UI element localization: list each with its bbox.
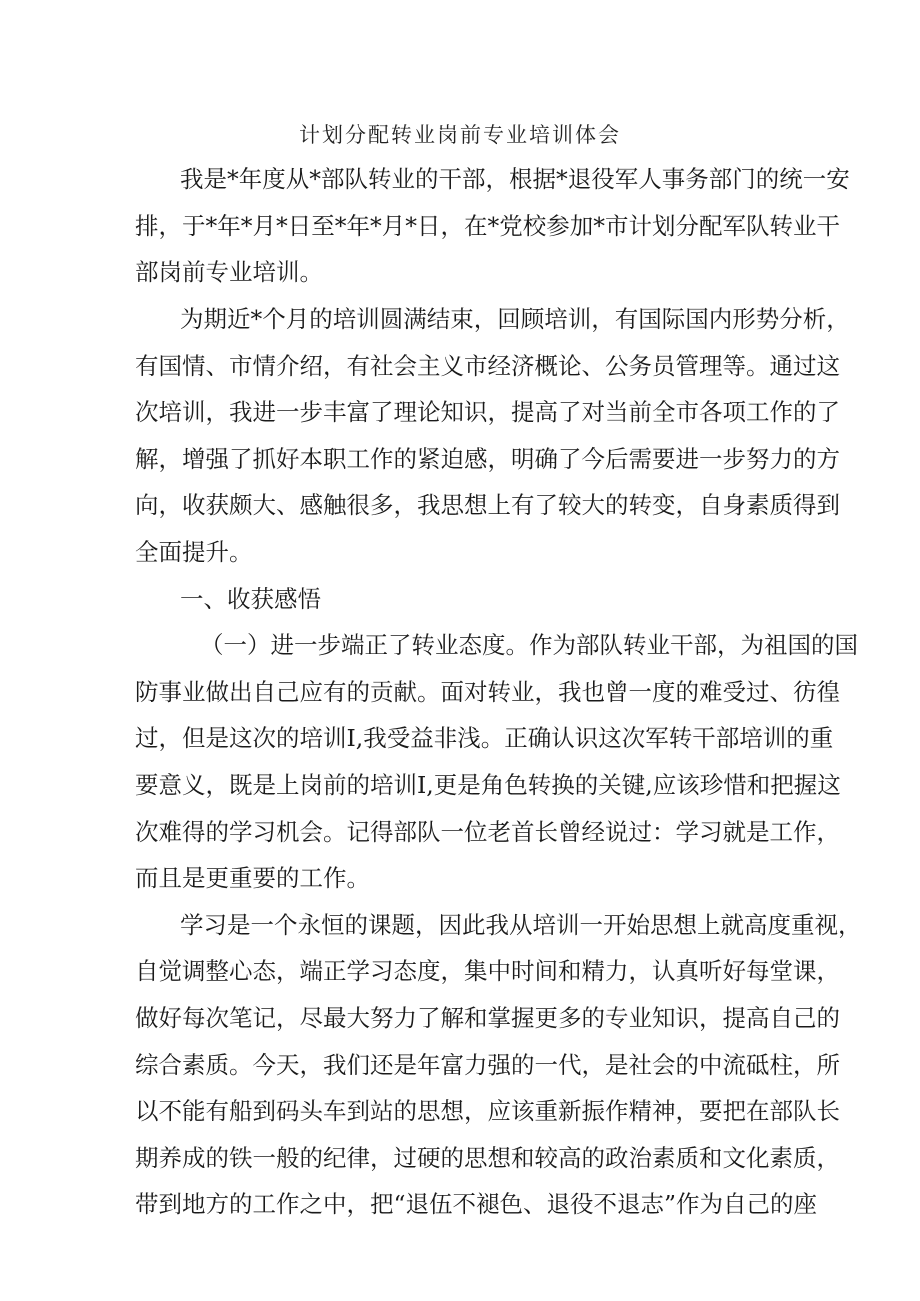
text-line: 部岗前专业培训。 xyxy=(135,258,323,286)
document-title: 计划分配转业岗前专业培训体会 xyxy=(299,123,621,147)
text-line: 次难得的学习机会。记得部队一位老首长曾经说过：学习就是工作， xyxy=(135,818,840,846)
text-line: 学习是一个永恒的课题，因此我从培训一开始思想上就高度重视， xyxy=(180,911,862,939)
text-line: 防事业做出自己应有的贡献。面对转业，我也曾一度的难受过、彷徨 xyxy=(135,678,840,706)
text-line: 而且是更重要的工作。 xyxy=(135,864,370,892)
section-heading: 一、收获感悟 xyxy=(180,585,321,613)
text-line: 带到地方的工作之中，把“退伍不褪色、退役不退志”作为自己的座 xyxy=(135,1190,818,1218)
text-line: 解，增强了抓好本职工作的紧迫感，明确了今后需要进一步努力的方 xyxy=(135,445,840,473)
text-line: 有国情、市情介绍，有社会主义市经济概论、公务员管理等。通过这 xyxy=(135,352,840,380)
text-line: 以不能有船到码头车到站的思想，应该重新振作精神，要把在部队长 xyxy=(135,1097,840,1125)
text-line: 次培训，我进一步丰富了理论知识，提高了对当前全市各项工作的了 xyxy=(135,398,840,426)
text-line: 全面提升。 xyxy=(135,538,253,566)
text-line: 过，但是这次的培训Ⅰ,我受益非浅。正确认识这次军转干部培训的重 xyxy=(135,724,834,752)
text-line: 排，于*年*月*日至*年*月*日，在*党校参加*市计划分配军队转业干 xyxy=(135,212,840,240)
text-line: 我是*年度从*部队转业的干部，根据*退役军人事务部门的统一安 xyxy=(180,165,850,193)
text-line: 为期近*个月的培训圆满结束，回顾培训，有国际国内形势分析， xyxy=(180,305,850,333)
text-line: （一）进一步端正了转业态度。作为部队转业干部，为祖国的国 xyxy=(200,631,858,659)
text-line: 综合素质。今天，我们还是年富力强的一代，是社会的中流砥柱，所 xyxy=(135,1051,840,1079)
text-line: 期养成的铁一般的纪律，过硬的思想和较高的政治素质和文化素质， xyxy=(135,1144,840,1172)
text-line: 自觉调整心态，端正学习态度，集中时间和精力，认真听好每堂课， xyxy=(135,957,840,985)
text-line: 要意义，既是上岗前的培训Ⅰ,更是角色转换的关键,应该珍惜和把握这 xyxy=(135,771,841,799)
text-line: 做好每次笔记，尽最大努力了解和掌握更多的专业知识，提高自己的 xyxy=(135,1004,840,1032)
text-line: 向，收获颇大、感触很多，我思想上有了较大的转变，自身素质得到 xyxy=(135,491,840,519)
